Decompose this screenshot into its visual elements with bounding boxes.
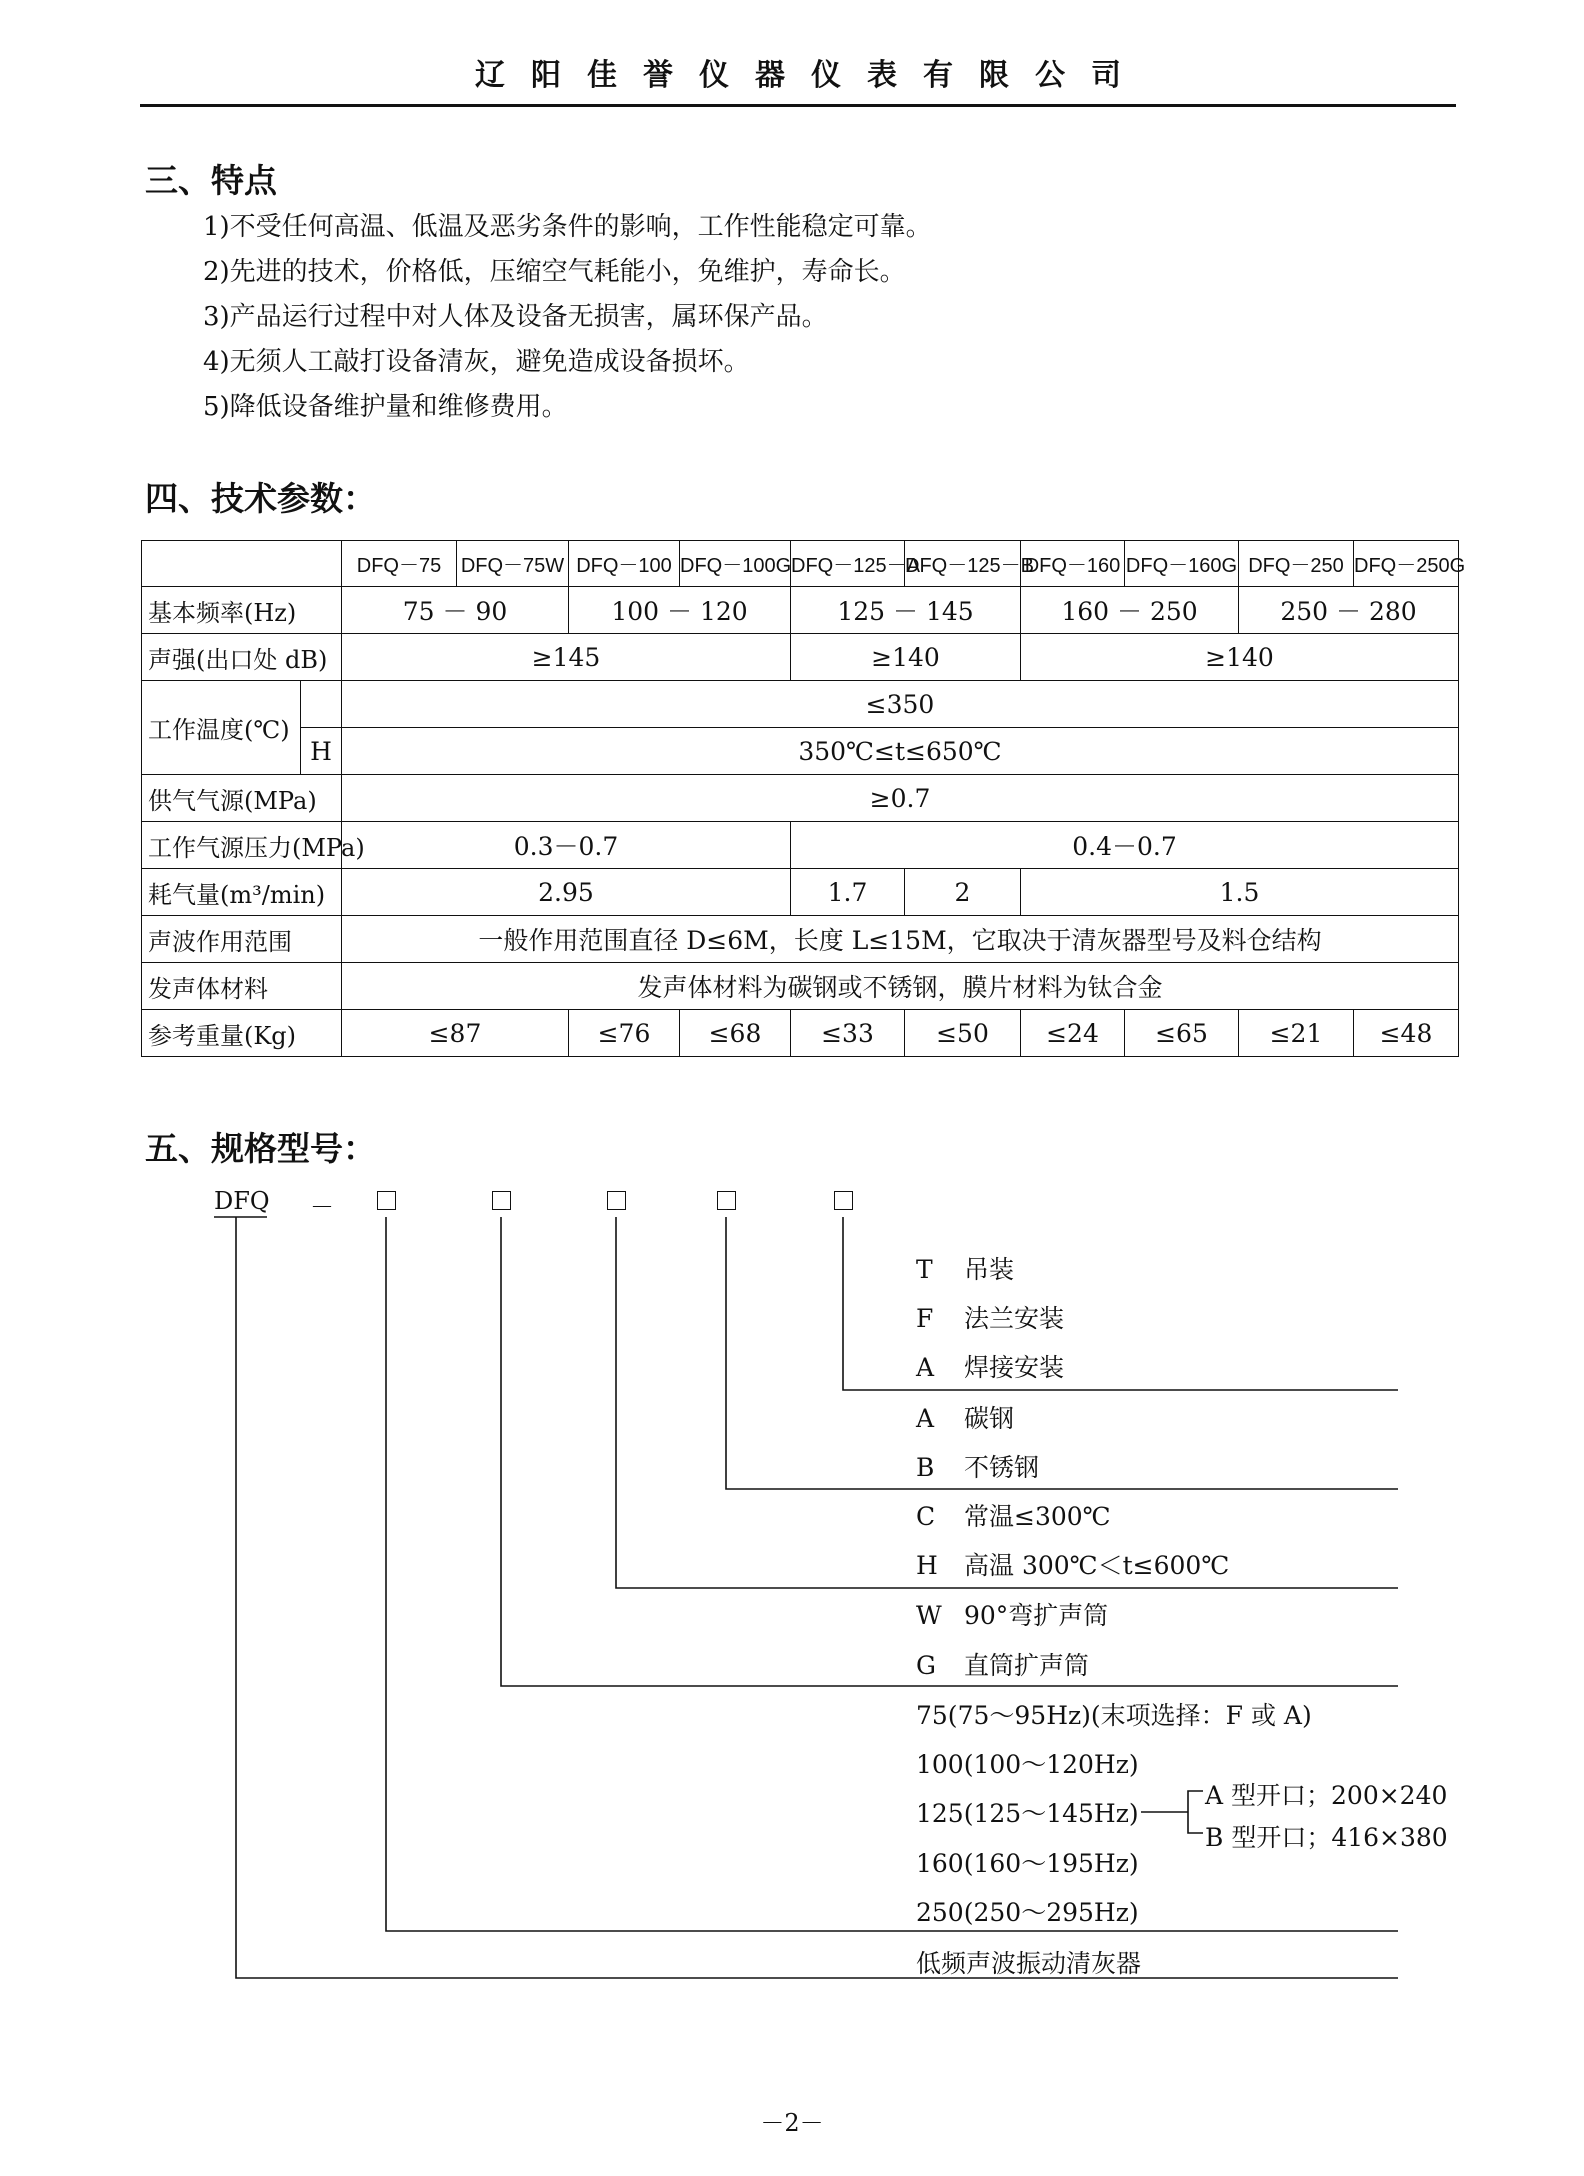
- option-code: F: [916, 1304, 934, 1333]
- option-row: [916, 1399, 1014, 1435]
- value-cell: 发声体材料为碳钢或不锈钢，膜片材料为钛合金: [342, 963, 1459, 1010]
- feature-item: 2)先进的技术，价格低，压缩空气耗能小，免维护，寿命长。: [203, 257, 906, 287]
- option-text: 吊装: [964, 1255, 1015, 1284]
- option-row: [916, 1497, 1111, 1533]
- branch-b-label: B 型开口；416×380: [1205, 1823, 1448, 1852]
- model-cell: DFQ－75W: [457, 541, 569, 587]
- option-text: 不锈钢: [964, 1453, 1040, 1482]
- value-cell: 160 － 250: [1021, 587, 1239, 634]
- option-row: [916, 1448, 1039, 1484]
- option-text: 90°弯扩声筒: [964, 1601, 1109, 1630]
- section-title-features: 三、特点: [145, 161, 277, 200]
- value-cell: 2: [905, 869, 1021, 916]
- value-cell: ≤76: [569, 1010, 680, 1057]
- branch-bracket: [1188, 1791, 1203, 1833]
- value-cell: 1.7: [791, 869, 905, 916]
- option-row: [916, 1348, 1064, 1384]
- value-cell: ≥145: [342, 634, 791, 681]
- page-number: －2－: [760, 2109, 824, 2137]
- code-box-frequency: [377, 1191, 396, 1210]
- code-box-horn: [492, 1191, 511, 1210]
- section-title-specs: 四、技术参数：: [145, 479, 376, 518]
- feature-item: 5)降低设备维护量和维修费用。: [203, 392, 568, 422]
- feature-item: 3)产品运行过程中对人体及设备无损害，属环保产品。: [203, 302, 828, 332]
- option-code: B: [916, 1453, 935, 1482]
- code-box-mounting: [834, 1191, 853, 1210]
- code-box-material: [717, 1191, 736, 1210]
- value-cell: ≤48: [1354, 1010, 1459, 1057]
- row-label: 工作温度(℃): [142, 681, 301, 775]
- freq-option: 100(100～120Hz): [916, 1750, 1139, 1779]
- value-cell: 1.5: [1021, 869, 1459, 916]
- model-cell: DFQ－160: [1021, 541, 1125, 587]
- option-code: W: [916, 1601, 942, 1630]
- value-cell: ≤21: [1239, 1010, 1354, 1057]
- code-box-temperature: [607, 1191, 626, 1210]
- model-cell: DFQ－160G: [1125, 541, 1239, 587]
- value-cell: 250 － 280: [1239, 587, 1459, 634]
- model-cell: DFQ－250: [1239, 541, 1354, 587]
- section-title-model-code: 五、规格型号：: [145, 1129, 376, 1168]
- value-cell: ≤68: [680, 1010, 791, 1057]
- temp-h-cell: H: [301, 728, 342, 775]
- value-cell: 125 － 145: [791, 587, 1021, 634]
- row-label: 耗气量(m³/min): [142, 869, 342, 916]
- row-label: 发声体材料: [142, 963, 342, 1010]
- feature-item: 4)无须人工敲打设备清灰，避免造成设备损坏。: [203, 347, 750, 377]
- row-label: 基本频率(Hz): [142, 587, 342, 634]
- option-code: G: [916, 1651, 936, 1680]
- model-cell: DFQ－125－B: [905, 541, 1021, 587]
- value-cell: 350℃≤t≤650℃: [342, 728, 1459, 775]
- row-label: 声波作用范围: [142, 916, 342, 963]
- freq-option: 75(75～95Hz)(末项选择：F 或 A): [916, 1701, 1312, 1730]
- row-label: 供气气源(MPa): [142, 775, 342, 822]
- model-cell: DFQ－250G: [1354, 541, 1459, 587]
- value-cell: 一般作用范围直径 D≤6M，长度 L≤15M，它取决于清灰器型号及料仓结构: [342, 916, 1459, 963]
- value-cell: ≤33: [791, 1010, 905, 1057]
- value-cell: ≥140: [1021, 634, 1459, 681]
- option-code: A: [916, 1353, 935, 1382]
- option-row: [916, 1250, 1014, 1286]
- value-cell: 2.95: [342, 869, 791, 916]
- row-label: 声强(出口处 dB): [142, 634, 342, 681]
- option-code: C: [916, 1502, 936, 1531]
- freq-option: 160(160～195Hz): [916, 1849, 1139, 1878]
- option-code: H: [916, 1551, 938, 1580]
- freq-option: 250(250～295Hz): [916, 1898, 1139, 1927]
- value-cell: ≤87: [342, 1010, 569, 1057]
- product-name: 低频声波振动清灰器: [916, 1949, 1142, 1978]
- value-cell: ≤24: [1021, 1010, 1125, 1057]
- value-cell: ≤50: [905, 1010, 1021, 1057]
- value-cell: 0.4－0.7: [791, 822, 1459, 869]
- freq-option: 125(125～145Hz): [916, 1799, 1139, 1828]
- value-cell: 100 － 120: [569, 587, 791, 634]
- model-cell: DFQ－100G: [680, 541, 791, 587]
- model-prefix: DFQ: [214, 1187, 270, 1215]
- option-text: 高温 300℃＜t≤600℃: [964, 1551, 1230, 1580]
- option-text: 焊接安装: [964, 1353, 1065, 1382]
- option-row: [916, 1546, 1229, 1582]
- branch-a-label: A 型开口；200×240: [1205, 1781, 1448, 1810]
- model-dash: －: [310, 1193, 334, 1221]
- option-row: [916, 1646, 1089, 1682]
- option-text: 碳钢: [964, 1404, 1015, 1433]
- value-cell: ≤350: [342, 681, 1459, 728]
- option-row: [916, 1596, 1108, 1632]
- value-cell: ≤65: [1125, 1010, 1239, 1057]
- company-header: 辽阳佳誉仪器仪表有限公司: [475, 58, 1147, 93]
- model-cell: DFQ－75: [342, 541, 457, 587]
- feature-item: 1)不受任何高温、低温及恶劣条件的影响，工作性能稳定可靠。: [203, 212, 932, 242]
- value-cell: ≥140: [791, 634, 1021, 681]
- option-text: 常温≤300℃: [964, 1502, 1111, 1531]
- value-cell: 75 － 90: [342, 587, 569, 634]
- option-code: A: [916, 1404, 935, 1433]
- option-text: 直筒扩声筒: [964, 1651, 1090, 1680]
- value-cell: 0.3－0.7: [342, 822, 791, 869]
- option-text: 法兰安装: [964, 1304, 1065, 1333]
- option-code: T: [916, 1255, 933, 1284]
- model-cell: DFQ－100: [569, 541, 680, 587]
- value-cell: ≥0.7: [342, 775, 1459, 822]
- row-label: 参考重量(Kg): [142, 1010, 342, 1057]
- connector-product: [236, 1217, 1398, 1978]
- option-row: [916, 1299, 1064, 1335]
- model-cell: DFQ－125－A: [791, 541, 905, 587]
- row-label: 工作气源压力(MPa): [142, 822, 342, 869]
